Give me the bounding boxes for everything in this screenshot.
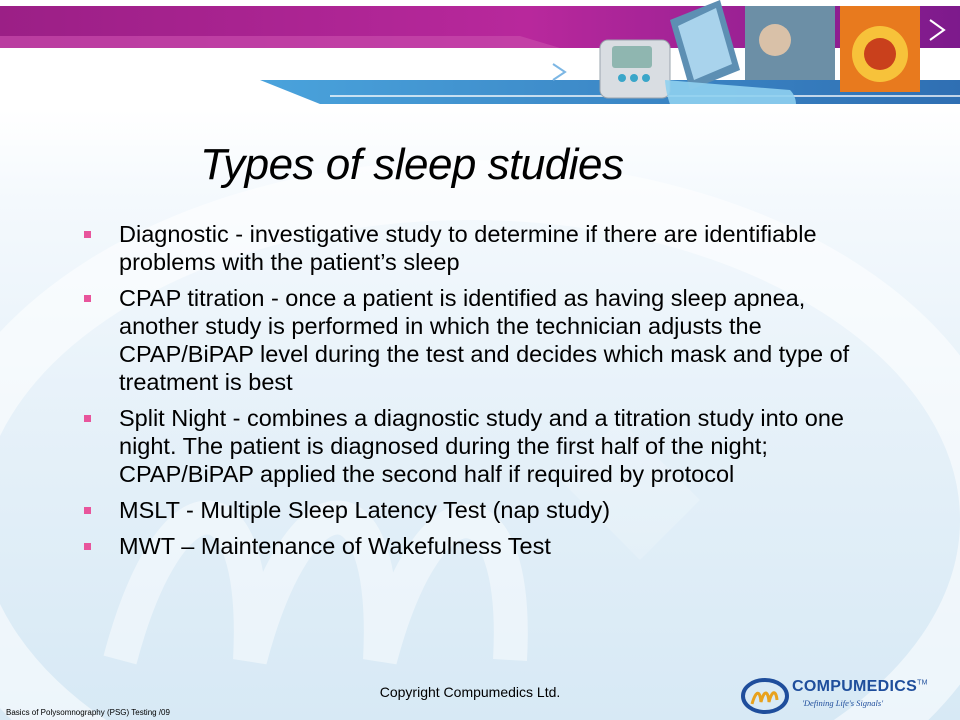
compumedics-logo-mark-icon [740, 676, 790, 716]
trademark-symbol: TM [917, 679, 928, 687]
logo-name-text: COMPUMEDICS [792, 678, 918, 695]
list-item [83, 220, 883, 276]
compumedics-logo [740, 672, 955, 717]
bullet-text: MSLT - Multiple Sleep Latency Test (nap study) [119, 497, 611, 523]
bullet-square-icon [84, 231, 91, 238]
bullet-square-icon [84, 415, 91, 422]
bullet-square-icon [84, 507, 91, 514]
bullet-list [83, 220, 883, 568]
logo-tagline: 'Defining Life's Signals' [802, 698, 884, 708]
bullet-text: Diagnostic - investigative study to determine if there are identifiable problems with the patient’s sleep [119, 221, 817, 275]
header-banner [0, 0, 960, 104]
list-item [83, 532, 883, 560]
slide-title: Types of sleep studies [200, 140, 624, 189]
bullet-square-icon [84, 543, 91, 550]
medical-devices-banner-icon [0, 0, 960, 104]
course-footer: Basics of Polysomnography (PSG) Testing /09 [6, 708, 170, 717]
list-item [83, 284, 883, 396]
bullet-text: Split Night - combines a diagnostic study and a titration study into one night. The patient is diagnosed during the first half of the night; CPAP/BiPAP applied the second half if required by protocol [119, 405, 844, 487]
list-item [83, 496, 883, 524]
list-item [83, 404, 883, 488]
copyright-text: Copyright Compumedics Ltd. [379, 684, 561, 700]
bullet-text: MWT – Maintenance of Wakefulness Test [119, 533, 551, 559]
bullet-square-icon [84, 295, 91, 302]
logo-wordmark [792, 678, 928, 696]
bullet-text: CPAP titration - once a patient is identified as having sleep apnea, another study is performed in which the technician adjusts the CPAP/BiPAP level during the test and decides which mask and type of treatment is best [119, 285, 850, 395]
